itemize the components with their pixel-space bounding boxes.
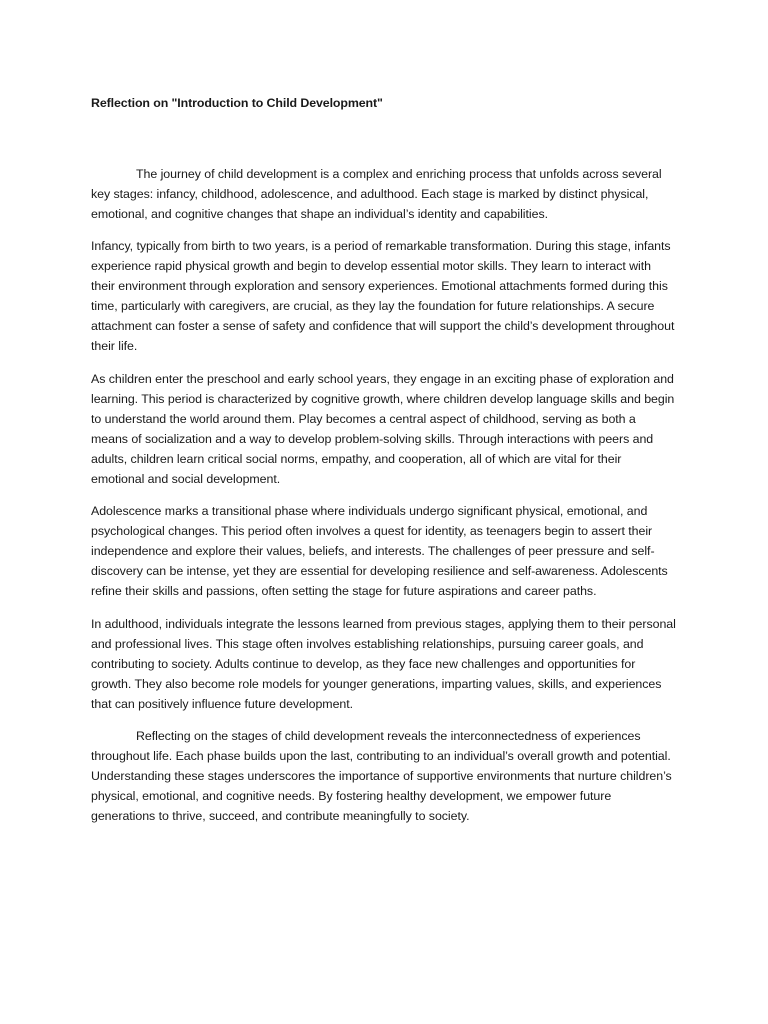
paragraph-adulthood: In adulthood, individuals integrate the lessons learned from previous stages, applying them to their personal and professional lives. This stage often involves establishing relationships, pursuing career goals, and contributing to society. Adults continue to develop, as they face new challenges and opportunities for growth. They also become role models for younger generations, imparting values, skills, and experiences that can positively influence future development. xyxy=(91,616,676,711)
paragraph-childhood: As children enter the preschool and early school years, they engage in an exciting phase of exploration and learning. This period is characterized by cognitive growth, where children develop language skills and begin to understand the world around them. Play becomes a central aspect of childhood, serving as both a means of socialization and a way to develop problem-solving skills. Through interactions with peers and adults, children learn critical social norms, empathy, and cooperation, all of which are vital for their emotional and social development. xyxy=(91,371,675,486)
document-body xyxy=(91,164,676,826)
paragraph-infancy: Infancy, typically from birth to two years, is a period of remarkable transformation. During this stage, infants experience rapid physical growth and begin to develop essential motor skills. They learn to interact with their environment through exploration and sensory experiences. Emotional attachments formed during this time, particularly with caregivers, are crucial, as they lay the foundation for future relationships. A secure attachment can foster a sense of safety and confidence that will support the child’s development throughout their life. xyxy=(91,239,675,354)
paragraph-conclusion: Reflecting on the stages of child development reveals the interconnectedness of experiences throughout life. Each phase builds upon the last, contributing to an individual’s overall growth and potential. Understanding these stages underscores the importance of supportive environments that nurture children’s physical, emotional, and cognitive needs. By fostering healthy development, we empower future generations to thrive, succeed, and contribute meaningfully to society. xyxy=(91,728,672,823)
paragraph-adolescence: Adolescence marks a transitional phase where individuals undergo significant physical, emotional, and psychological changes. This period often involves a quest for identity, as teenagers begin to assert their independence and explore their values, beliefs, and interests. The challenges of peer pressure and self-discovery can be intense, yet they are essential for developing resilience and self-awareness. Adolescents refine their skills and passions, often setting the stage for future aspirations and career paths. xyxy=(91,504,668,599)
document-title: Reflection on "Introduction to Child Development" xyxy=(91,96,383,110)
document-page xyxy=(91,93,676,838)
paragraph-introduction: The journey of child development is a complex and enriching process that unfolds across several key stages: infancy, childhood, adolescence, and adulthood. Each stage is marked by distinct physical, emotional, and cognitive changes that shape an individual’s identity and capabilities. xyxy=(91,167,662,221)
